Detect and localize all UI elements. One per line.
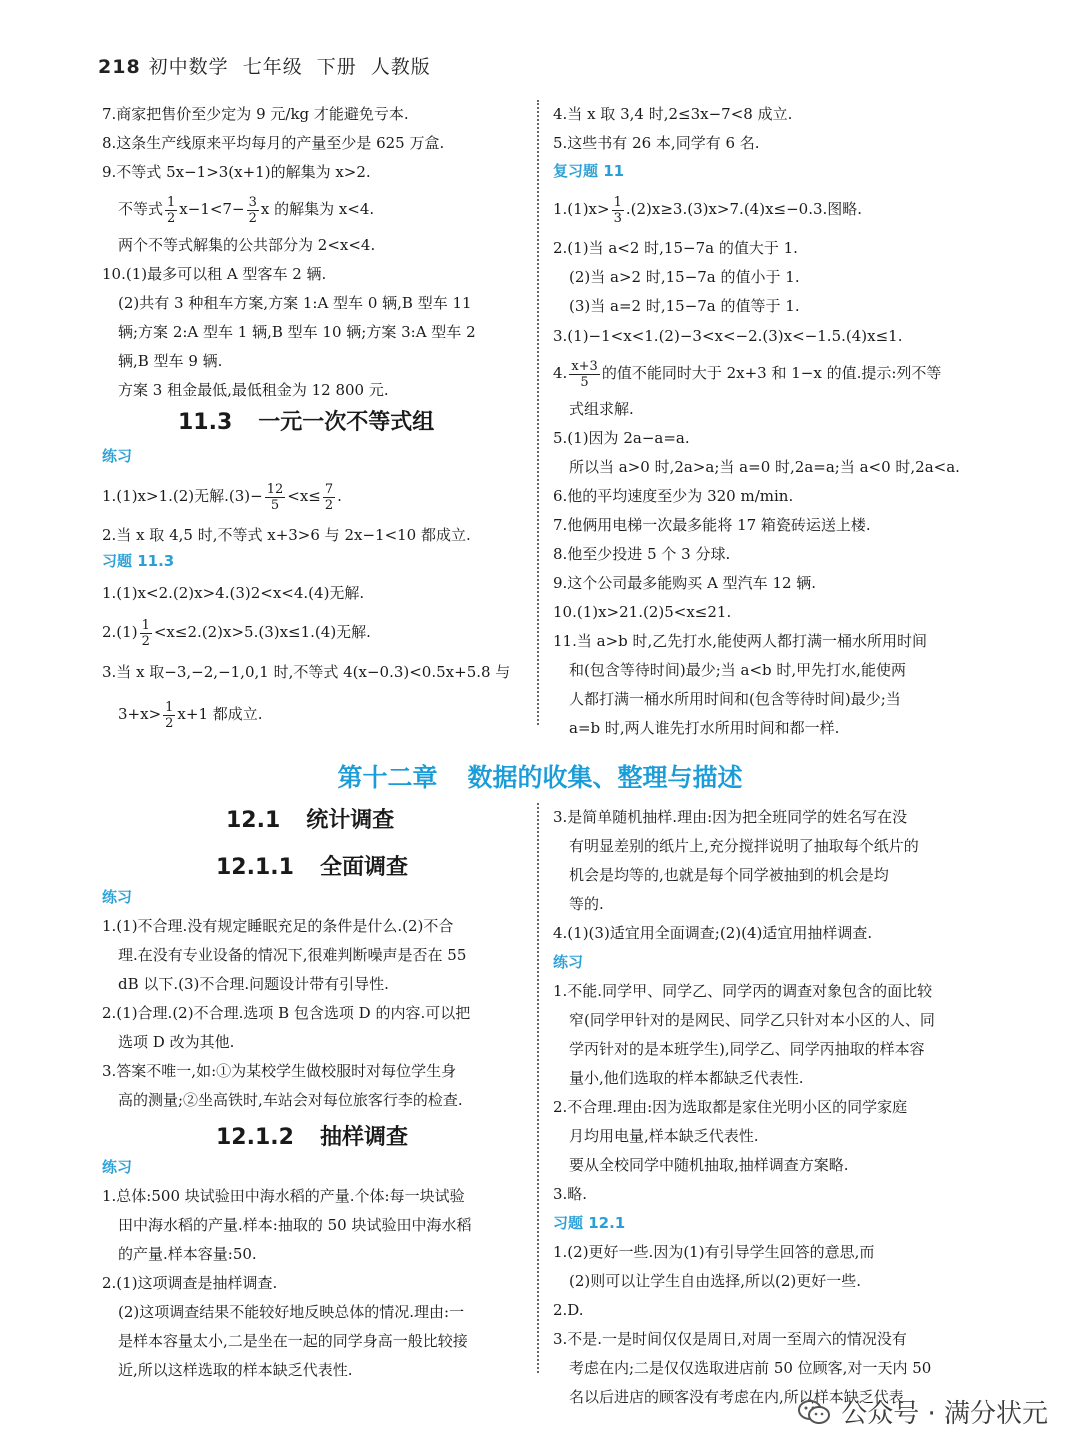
exercise-label: 练习 <box>102 888 133 906</box>
rb-answer-3c: 机会是均等的,也就是每个同学被抽到的机会是均 <box>569 866 889 884</box>
section-12-1-1-title: 12.1.1 全面调查 <box>216 855 408 880</box>
answer-8: 8.这条生产线原来平均每月的产量至少是 625 万盒. <box>102 134 445 152</box>
section-11-3-title: 11.3 一元一次不等式组 <box>178 410 435 435</box>
fraction: $\frac{1}{2}$ <box>167 194 176 226</box>
review-answer-5-2: 所以当 a>0 时,2a>a;当 a=0 时,2a=a;当 a<0 时,2a<a. <box>569 458 960 476</box>
answer-9a: 9.不等式 5x−1>3(x+1)的解集为 x>2. <box>102 163 371 181</box>
ex-12-1-2-answer-2-2b: 是样本容量太小,二是坐在一起的同学身高一般比较接 <box>118 1332 468 1350</box>
rb-ex-answer-1b: 窄(同学甲针对的是网民、同学乙只针对本小区的人、同 <box>569 1011 935 1029</box>
left-top-answers <box>102 100 522 405</box>
rb-ex-answer-3: 3.略. <box>553 1185 588 1203</box>
right-bottom-answers <box>553 803 973 1412</box>
page-number: 218 <box>98 56 141 78</box>
rb-answer-3a: 3.是简单随机抽样.理由:因为把全班同学的姓名写在没 <box>553 808 908 826</box>
rb-ex-answer-2b: 月均用电量,样本缺乏代表性. <box>569 1127 759 1145</box>
rb-hw-answer-3b: 考虑在内;二是仅仅选取进店前 50 位顾客,对一天内 50 <box>569 1359 932 1377</box>
publisher: 人教版 <box>370 56 431 78</box>
answer-7: 7.商家把售价至少定为 9 元/kg 才能避免亏本. <box>102 105 409 123</box>
review-answer-3: 3.(1)−1<x<1.(2)−3<x<−2.(3)x<−1.5.(4)x≤1. <box>553 327 903 345</box>
ex-12-1-1-answer-1a: 1.(1)不合理.没有规定睡眠充足的条件是什么.(2)不合 <box>102 917 454 935</box>
review-answer-9: 9.这个公司最多能购买 A 型汽车 12 辆. <box>553 574 817 592</box>
ex-12-1-1-answer-3b: 高的测量;②坐高铁时,车站会对每位旅客行李的检查. <box>118 1091 463 1109</box>
exercise-label: 练习 <box>102 1158 133 1176</box>
exercise-label: 练习 <box>102 447 133 465</box>
section-12-1-2-title: 12.1.2 抽样调查 <box>216 1125 408 1150</box>
review-answer-6: 6.他的平均速度至少为 320 m/min. <box>553 487 794 505</box>
fraction: $\frac{3}{2}$ <box>248 194 257 226</box>
ex-12-1-1-answer-2b: 选项 D 改为其他. <box>118 1033 235 1051</box>
review-answer-10: 10.(1)x>21.(2)5<x≤21. <box>553 603 732 621</box>
answer-10-3: 方案 3 租金最低,最低租金为 12 800 元. <box>118 381 389 399</box>
review-answer-2-1: 2.(1)当 a<2 时,15−7a 的值大于 1. <box>553 239 798 257</box>
hw-11-3-answer-3b: 3+x> $\frac{1}{2}$ x+1 都成立. <box>118 699 263 731</box>
review-answer-4b: 式组求解. <box>569 400 634 418</box>
fraction: $\frac{1}{3}$ <box>613 194 622 226</box>
ex-12-1-2-answer-2-2c: 近,所以这样选取的样本缺乏代表性. <box>118 1361 353 1379</box>
ex-12-1-1-answer-1c: dB 以下.(3)不合理.问题设计带有引导性. <box>118 975 389 993</box>
grade: 七年级 <box>242 56 303 78</box>
fraction: $\frac{1}{2}$ <box>141 617 150 649</box>
page-header <box>98 52 431 79</box>
right-top-answers <box>553 100 973 743</box>
rb-ex-answer-2c: 要从全校同学中随机抽取,抽样调查方案略. <box>569 1156 849 1174</box>
review-answer-11b: 和(包含等待时间)最少;当 a<b 时,甲先打水,能使两 <box>569 661 906 679</box>
review-answer-2-3: (3)当 a=2 时,15−7a 的值等于 1. <box>569 297 800 315</box>
answer-5: 5.这些书有 26 本,同学有 6 名. <box>553 134 760 152</box>
ex-11-3-answer-1: 1.(1)x>1.(2)无解.(3)− $\frac{12}{5}$ <x≤ $\frac{7}{2}$ . <box>102 481 342 513</box>
exercise-11-3 <box>102 442 522 550</box>
review-answer-11c: 人都打满一桶水所用时间和(包含等待时间)最少;当 <box>569 690 901 708</box>
hw-11-3-answer-2: 2.(1) $\frac{1}{2}$ <x≤2.(2)x>5.(3)x≤1.(4)无解. <box>102 617 371 649</box>
fraction: $\frac{7}{2}$ <box>324 481 334 513</box>
wechat-icon <box>797 1398 831 1426</box>
column-divider-top <box>537 100 539 725</box>
chapter-title: 第十二章 数据的收集、整理与描述 <box>337 763 743 792</box>
review-answer-4: 4. $\frac{x+3}{5}$ 的值不能同时大于 2x+3 和 1−x 的值.提示:列不等 <box>553 358 942 390</box>
answer-10-2b: 辆;方案 2:A 型车 1 辆,B 型车 10 辆;方案 3:A 型车 2 <box>118 323 476 341</box>
hw-11-3-answer-3a: 3.当 x 取−3,−2,−1,0,1 时,不等式 4(x−0.3)<0.5x+5.8 与 <box>102 663 511 681</box>
section-12-1-title: 12.1 统计调查 <box>226 808 395 833</box>
review-answer-7: 7.他俩用电梯一次最多能将 17 箱瓷砖运送上楼. <box>553 516 871 534</box>
ex-12-1-1-answer-1b: 理.在没有专业设备的情况下,很难判断噪声是否在 55 <box>118 946 467 964</box>
answer-10-2a: (2)共有 3 种租车方案,方案 1:A 型车 0 辆,B 型车 11 <box>118 294 472 312</box>
rb-hw-answer-1a: 1.(2)更好一些.因为(1)有引导学生回答的意思,而 <box>553 1243 875 1261</box>
homework-label: 习题 12.1 <box>553 1214 626 1232</box>
ex-12-1-2-answer-2-1: 2.(1)这项调查是抽样调查. <box>102 1274 278 1292</box>
rb-hw-answer-1b: (2)则可以让学生自由选择,所以(2)更好一些. <box>569 1272 862 1290</box>
volume: 下册 <box>316 56 357 78</box>
rb-hw-answer-3c: 名以后进店的顾客没有考虑在内,所以样本缺乏代表 <box>569 1388 904 1406</box>
ex-12-1-2-answer-2-2a: (2)这项调查结果不能较好地反映总体的情况.理由:一 <box>118 1303 465 1321</box>
rb-ex-answer-1d: 量小,他们选取的样本都缺乏代表性. <box>569 1069 804 1087</box>
rb-ex-answer-2a: 2.不合理.理由:因为选取都是家住光明小区的同学家庭 <box>553 1098 908 1116</box>
fraction: $\frac{1}{2}$ <box>165 699 174 731</box>
rb-ex-answer-1c: 学丙针对的是本班学生),同学乙、同学丙抽取的样本容 <box>569 1040 925 1058</box>
ex-12-1-1-answer-3a: 3.答案不唯一,如:①为某校学生做校服时对每位学生身 <box>102 1062 457 1080</box>
fraction: $\frac{x+3}{5}$ <box>571 358 598 390</box>
rb-answer-3d: 等的. <box>569 895 604 913</box>
exercise-12-1-1 <box>102 883 522 1115</box>
answer-4: 4.当 x 取 3,4 时,2≤3x−7<8 成立. <box>553 105 793 123</box>
ex-12-1-1-answer-2a: 2.(1)合理.(2)不合理.选项 B 包含选项 D 的内容.可以把 <box>102 1004 471 1022</box>
rb-hw-answer-2: 2.D. <box>553 1301 584 1319</box>
review-answer-2-2: (2)当 a>2 时,15−7a 的值小于 1. <box>569 268 800 286</box>
rb-ex-answer-1a: 1.不能.同学甲、同学乙、同学丙的调查对象包含的面比较 <box>553 982 933 1000</box>
ex-12-1-2-answer-1c: 的产量.样本容量:50. <box>118 1245 257 1263</box>
exercise-12-1-2 <box>102 1153 522 1385</box>
review-answer-11a: 11.当 a>b 时,乙先打水,能使两人都打满一桶水所用时间 <box>553 632 928 650</box>
hw-11-3-answer-1: 1.(1)x<2.(2)x>4.(3)2<x<4.(4)无解. <box>102 584 365 602</box>
watermark-text: 公众号 · 满分状元 <box>841 1399 1048 1429</box>
answer-10-1: 10.(1)最多可以租 A 型客车 2 辆. <box>102 265 327 283</box>
ex-12-1-2-answer-1a: 1.总体:500 块试验田中海水稻的产量.个体:每一块试验 <box>102 1187 465 1205</box>
homework-11-3 <box>102 547 522 738</box>
ex-11-3-answer-2: 2.当 x 取 4,5 时,不等式 x+3>6 与 2x−1<10 都成立. <box>102 526 471 544</box>
subject: 初中数学 <box>148 56 229 78</box>
answer-10-2c: 辆,B 型车 9 辆. <box>118 352 223 370</box>
exercise-label: 练习 <box>553 953 584 971</box>
answer-9c: 两个不等式解集的公共部分为 2<x<4. <box>118 236 376 254</box>
rb-hw-answer-3a: 3.不是.一是时间仅仅是周日,对周一至周六的情况没有 <box>553 1330 907 1348</box>
rb-answer-4: 4.(1)(3)适宜用全面调查;(2)(4)适宜用抽样调查. <box>553 924 873 942</box>
column-divider-bottom <box>537 803 539 1373</box>
homework-label: 习题 11.3 <box>102 552 175 570</box>
rb-answer-3b: 有明显差别的纸片上,充分搅拌说明了抽取每个纸片的 <box>569 837 919 855</box>
ex-12-1-2-answer-1b: 田中海水稻的产量.样本:抽取的 50 块试验田中海水稻 <box>118 1216 472 1234</box>
fraction: $\frac{12}{5}$ <box>266 481 284 513</box>
review-answer-8: 8.他至少投进 5 个 3 分球. <box>553 545 731 563</box>
review-answer-11d: a=b 时,两人谁先打水所用时间和都一样. <box>569 719 840 737</box>
review-answer-5-1: 5.(1)因为 2a−a=a. <box>553 429 690 447</box>
review-answer-1: 1.(1)x> $\frac{1}{3}$ .(2)x≥3.(3)x>7.(4)x≤−0.3.图略. <box>553 194 863 226</box>
review-label: 复习题 11 <box>553 162 625 180</box>
answer-9b: 不等式 $\frac{1}{2}$ x−1<7− $\frac{3}{2}$ x 的解集为 x<4. <box>118 194 375 226</box>
watermark <box>797 1393 1048 1430</box>
